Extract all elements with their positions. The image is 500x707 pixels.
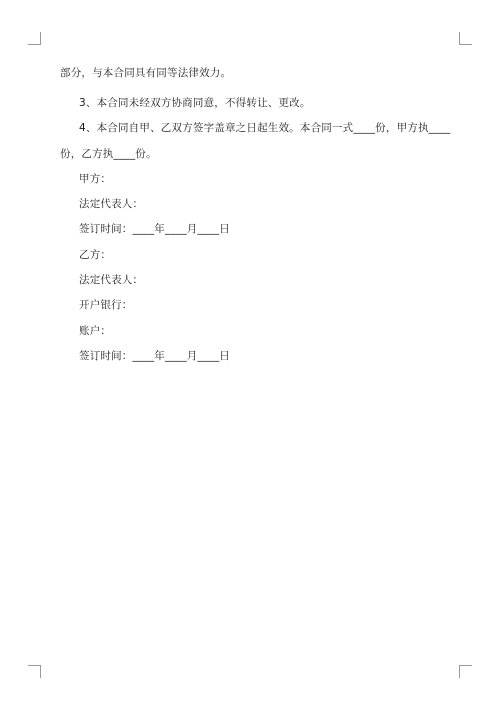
crop-mark-bottom-right: [459, 665, 472, 678]
continuation-line: 部分，与本合同具有同等法律效力。: [60, 67, 232, 79]
party-b-label: 乙方：: [79, 249, 112, 261]
clause-4-continuation: 份，乙方执____份。: [60, 148, 157, 160]
party-b-bank: 开户银行：: [79, 299, 133, 311]
crop-mark-top-right: [459, 32, 472, 45]
crop-mark-bottom-left: [28, 665, 41, 678]
party-a-label: 甲方：: [79, 173, 112, 185]
party-a-sign-date: 签订时间：____年____月____日: [79, 223, 230, 235]
crop-mark-top-left: [28, 32, 41, 45]
clause-3: 3、本合同未经双方协商同意，不得转让、更改。: [79, 97, 311, 109]
party-b-sign-date: 签订时间：____年____月____日: [79, 350, 230, 362]
clause-4: 4、本合同自甲、乙双方签字盖章之日起生效。本合同一式____份，甲方执____: [79, 122, 451, 134]
party-b-account: 账户：: [79, 325, 112, 337]
party-a-representative: 法定代表人：: [79, 198, 144, 210]
party-b-representative: 法定代表人：: [79, 274, 144, 286]
